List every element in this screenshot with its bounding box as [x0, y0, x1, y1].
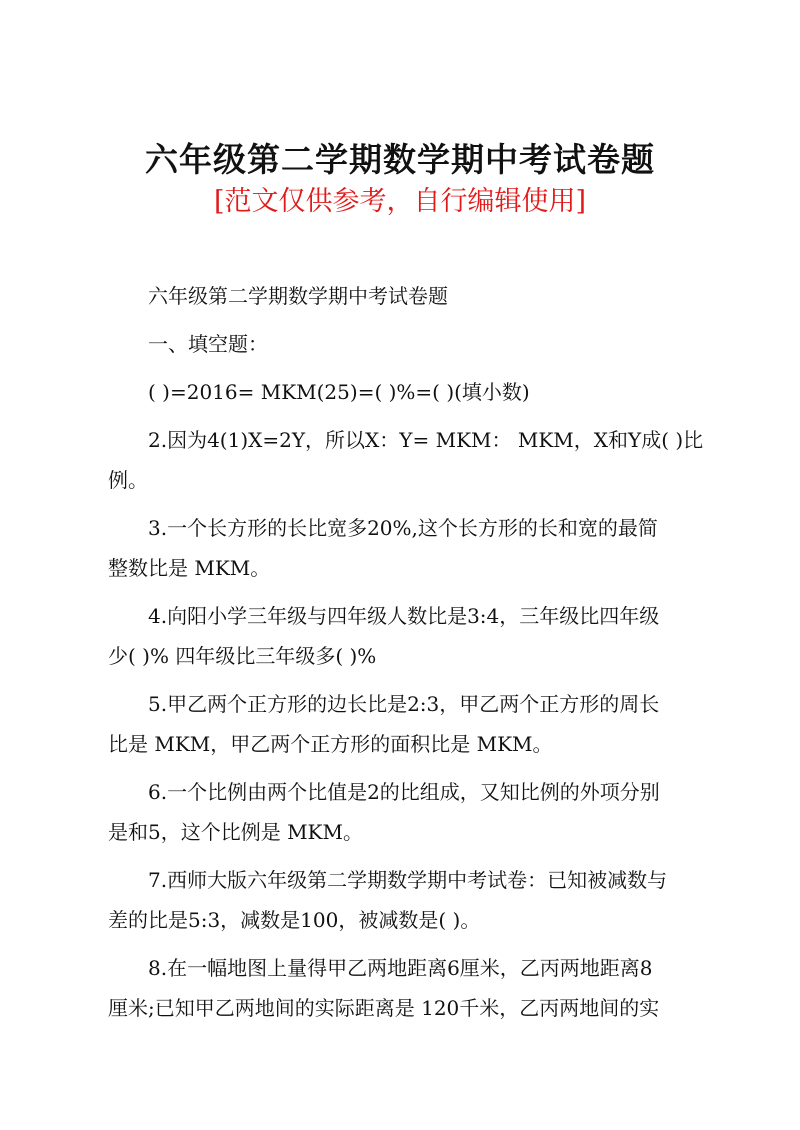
question-7-line-1: 7.西师大版六年级第二学期数学期中考试卷：已知被减数与 — [148, 868, 668, 892]
question-5-line-2: 比是 MKM，甲乙两个正方形的面积比是 MKM。 — [108, 732, 553, 756]
section-heading: 一、填空题： — [148, 332, 268, 356]
question-2-line-2: 例。 — [108, 468, 148, 492]
question-5-line-1: 5.甲乙两个正方形的边长比是2:3，甲乙两个正方形的周长 — [148, 692, 660, 716]
question-3-line-1: 3.一个长方形的长比宽多20%,这个长方形的长和宽的最简 — [148, 516, 658, 540]
document-subtitle: [范文仅供参考，自行编辑使用] — [213, 186, 587, 217]
question-1: ( )=2016= MKM(25)=( )%=( )(填小数) — [148, 380, 530, 404]
document-body — [108, 276, 703, 1028]
question-6-line-2: 是和5，这个比例是 MKM。 — [108, 820, 363, 844]
question-4-line-2: 少( )% 四年级比三年级多( )% — [108, 644, 377, 668]
question-4-line-1: 4.向阳小学三年级与四年级人数比是3:4，三年级比四年级 — [148, 604, 660, 628]
question-2-line-1: 2.因为4(1)X=2Y，所以X：Y= MKM： MKM，X和Y成( )比 — [148, 428, 704, 452]
question-8-line-1: 8.在一幅地图上量得甲乙两地距离6厘米，乙丙两地距离8 — [148, 956, 653, 980]
question-3-line-2: 整数比是 MKM。 — [108, 556, 271, 580]
question-7-line-2: 差的比是5:3，减数是100，被减数是( )。 — [108, 908, 481, 932]
document-title: 六年级第二学期数学期中考试卷题 — [145, 140, 655, 179]
question-6-line-1: 6.一个比例由两个比值是2的比组成，又知比例的外项分别 — [148, 780, 660, 804]
question-8-line-2: 厘米;已知甲乙两地间的实际距离是 120千米，乙丙两地间的实 — [108, 996, 660, 1020]
paragraph-heading: 六年级第二学期数学期中考试卷题 — [148, 284, 448, 308]
